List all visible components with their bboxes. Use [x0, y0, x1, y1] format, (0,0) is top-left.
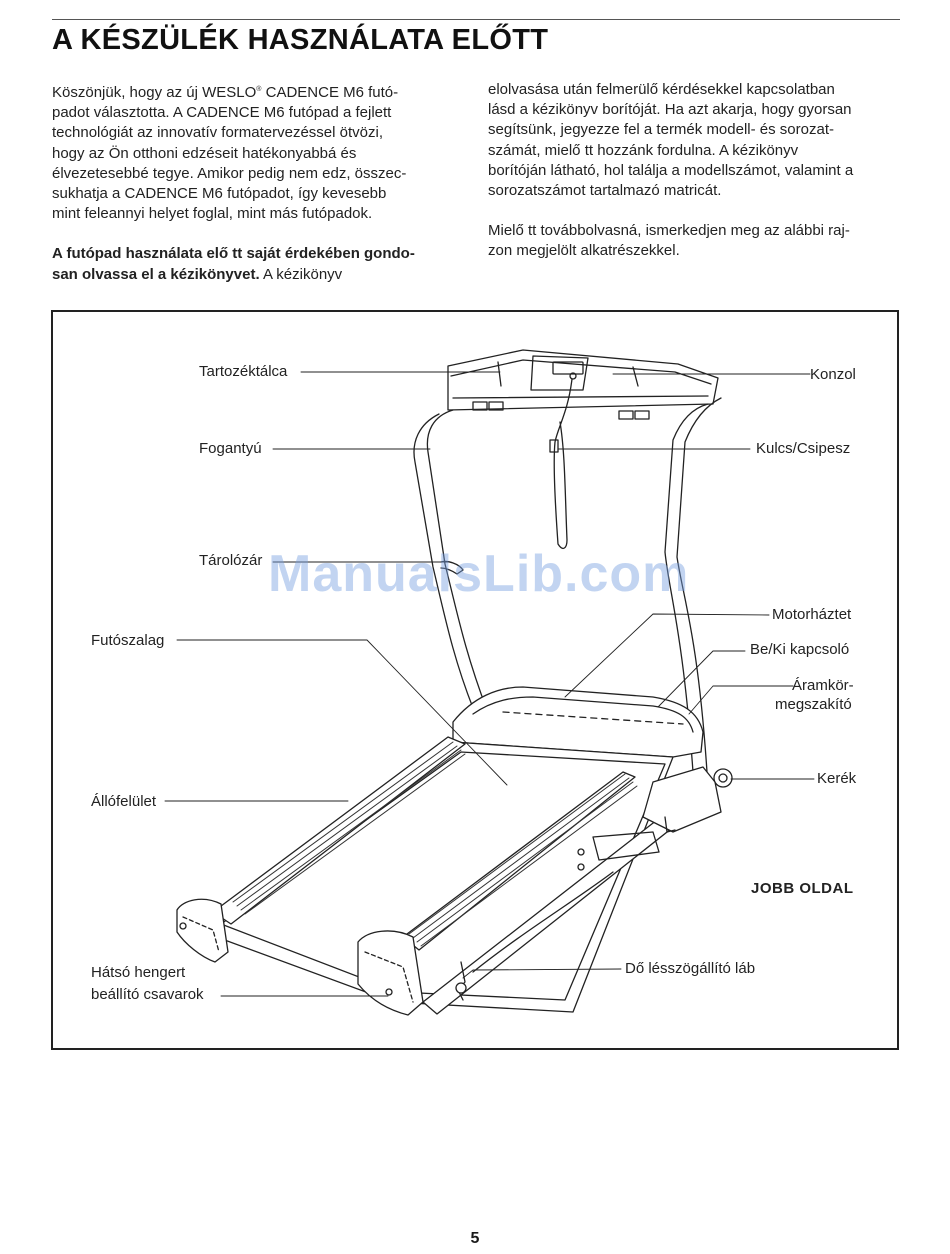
warning-paragraph	[52, 244, 467, 284]
text-line: Mielő tt továbbolvasná, ismerkedjen meg az alábbi raj-	[488, 222, 850, 240]
label-rear-roller-bolts-2: beállító csavarok	[91, 986, 204, 1003]
text-line: padot választotta. A CADENCE M6 futópad a fejlett	[52, 104, 392, 122]
text-line: sorozatszámot tartalmazó matricát.	[488, 182, 722, 200]
text-line: számát, mielő tt hozzánk fordulna. A kézikönyv	[488, 141, 799, 159]
label-key-clip: Kulcs/Csipesz	[756, 440, 851, 457]
label-accessory-tray: Tartozéktálca	[199, 363, 288, 380]
text-line: mint feleannyi helyet foglal, mint más futópadok.	[52, 205, 373, 223]
text-line: sukhatja a CADENCE M6 futópadot, így kevesebb	[52, 185, 387, 203]
label-circuit-breaker-1: Áramkör-	[792, 677, 854, 694]
text-line: zon megjelölt alkatrészekkel.	[488, 242, 680, 260]
label-right-side: JOBB OLDAL	[751, 880, 854, 897]
bold-text: san olvassa el a kézikönyvet.	[52, 265, 260, 283]
parts-intro-paragraph	[488, 221, 903, 261]
label-rear-roller-bolts-1: Hátsó hengert	[91, 964, 186, 981]
text-line: technológiát az innovatív formatervezéssel ötvözi,	[52, 124, 384, 142]
text-line: borítóján látható, hol találja a modellszámot, valamint a	[488, 161, 854, 179]
text-line: elolvasása után felmerülő kérdésekkel kapcsolatban	[488, 81, 835, 98]
text-line: hogy az Ön otthoni edzéseit hatékonyabbá és	[52, 144, 357, 162]
label-storage-latch: Tárolózár	[199, 552, 263, 569]
text: A kézikönyv	[259, 265, 343, 283]
label-walking-belt: Futószalag	[91, 632, 165, 649]
watermark: ManualsLib.com	[268, 545, 690, 603]
page-number: 5	[470, 1230, 480, 1247]
top-rule	[52, 19, 900, 20]
label-motor-hood: Motorháztet	[772, 606, 852, 623]
intro-column-right	[488, 80, 903, 282]
support-paragraph	[488, 80, 903, 201]
bold-text-line: A futópad használata elő tt saját érdekében gondo-	[52, 245, 415, 263]
label-circuit-breaker-2: megszakító	[775, 696, 852, 713]
label-handrail: Fogantyú	[199, 440, 262, 457]
text-line: élvezetesebbé tegye. Amikor pedig nem edz, összec-	[52, 164, 407, 182]
label-foot-rail: Állófelület	[91, 793, 157, 810]
text-line: Köszönjük, hogy az új WESLO® CADENCE M6 futó-	[52, 84, 399, 101]
label-power-switch: Be/Ki kapcsoló	[750, 641, 850, 658]
label-incline-leg: Dő lésszögállító láb	[625, 960, 756, 977]
text-line: segítsünk, jegyezze fel a termék modell- és sorozat-	[488, 121, 834, 139]
treadmill-illustration	[53, 312, 899, 1050]
page-title: A KÉSZÜLÉK HASZNÁLATA ELŐTT	[52, 24, 549, 56]
label-console: Konzol	[810, 366, 856, 383]
label-wheel: Kerék	[817, 770, 857, 787]
intro-column-left	[52, 80, 467, 305]
intro-paragraph	[52, 80, 467, 224]
treadmill-diagram-frame	[51, 310, 899, 1050]
text-line: lásd a kézikönyv borítóját. Ha azt akarja, hogy gyorsan	[488, 101, 852, 119]
